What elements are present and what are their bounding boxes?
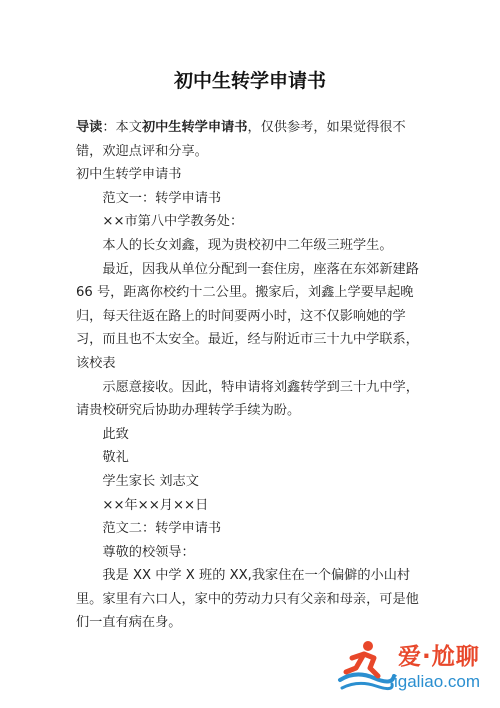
paragraph: 我是 XX 中学 X 班的 XX,我家住在一个偏僻的小山村里。家里有六口人，家中的劳动力只有父亲和母亲，可是他们一直有病在身。 — [76, 568, 419, 631]
paragraph: 尊敬的校领导： — [102, 544, 195, 560]
lead-label: 导读 — [76, 120, 103, 135]
runner-logo-icon — [334, 636, 398, 700]
paragraph: ××市第八中学教务处： — [102, 214, 244, 230]
page-title: 初中生转学申请书 — [173, 70, 326, 92]
paragraph: 最近，因我从单位分配到一套住房，座落在东郊新建路 66 号，距离你校约十二公里。搬家后，刘鑫上学要早起晚归，每天往返在路上的时间要两小时，这不仅影响她的学习，而且也不太安全。最近，经与附近市三十九中学联系，该校表 — [76, 261, 419, 371]
paragraph: 范文一：转学申请书 — [102, 190, 222, 206]
lead-bold-title: 初中生转学申请书 — [141, 120, 248, 135]
lead-suffix: ，仅供参考，如果觉得很不错，欢迎点评和分享。 — [76, 120, 406, 159]
site-watermark — [334, 636, 494, 700]
lead-prefix: ：本文 — [102, 120, 142, 135]
paragraph: 示愿意接收。因此，特申请将刘鑫转学到三十九中学，请贵校研究后协助办理转学手续为盼。 — [76, 379, 419, 419]
paragraph: 此致 — [102, 426, 129, 442]
paragraph: 本人的长女刘鑫，现为贵校初中二年级三班学生。 — [102, 237, 393, 253]
paragraph: ××年××月××日 — [102, 497, 209, 513]
paragraph: 范文二：转学申请书 — [102, 521, 222, 537]
paragraph: 初中生转学申请书 — [76, 167, 182, 183]
paragraph: 敬礼 — [102, 450, 129, 466]
document-body — [76, 116, 432, 635]
paragraph: 学生家长 刘志文 — [102, 473, 199, 489]
lead-paragraph — [76, 116, 432, 163]
watermark-url: igaliao.com — [394, 672, 480, 691]
watermark-brand: 爱·尬聊 — [398, 644, 480, 670]
